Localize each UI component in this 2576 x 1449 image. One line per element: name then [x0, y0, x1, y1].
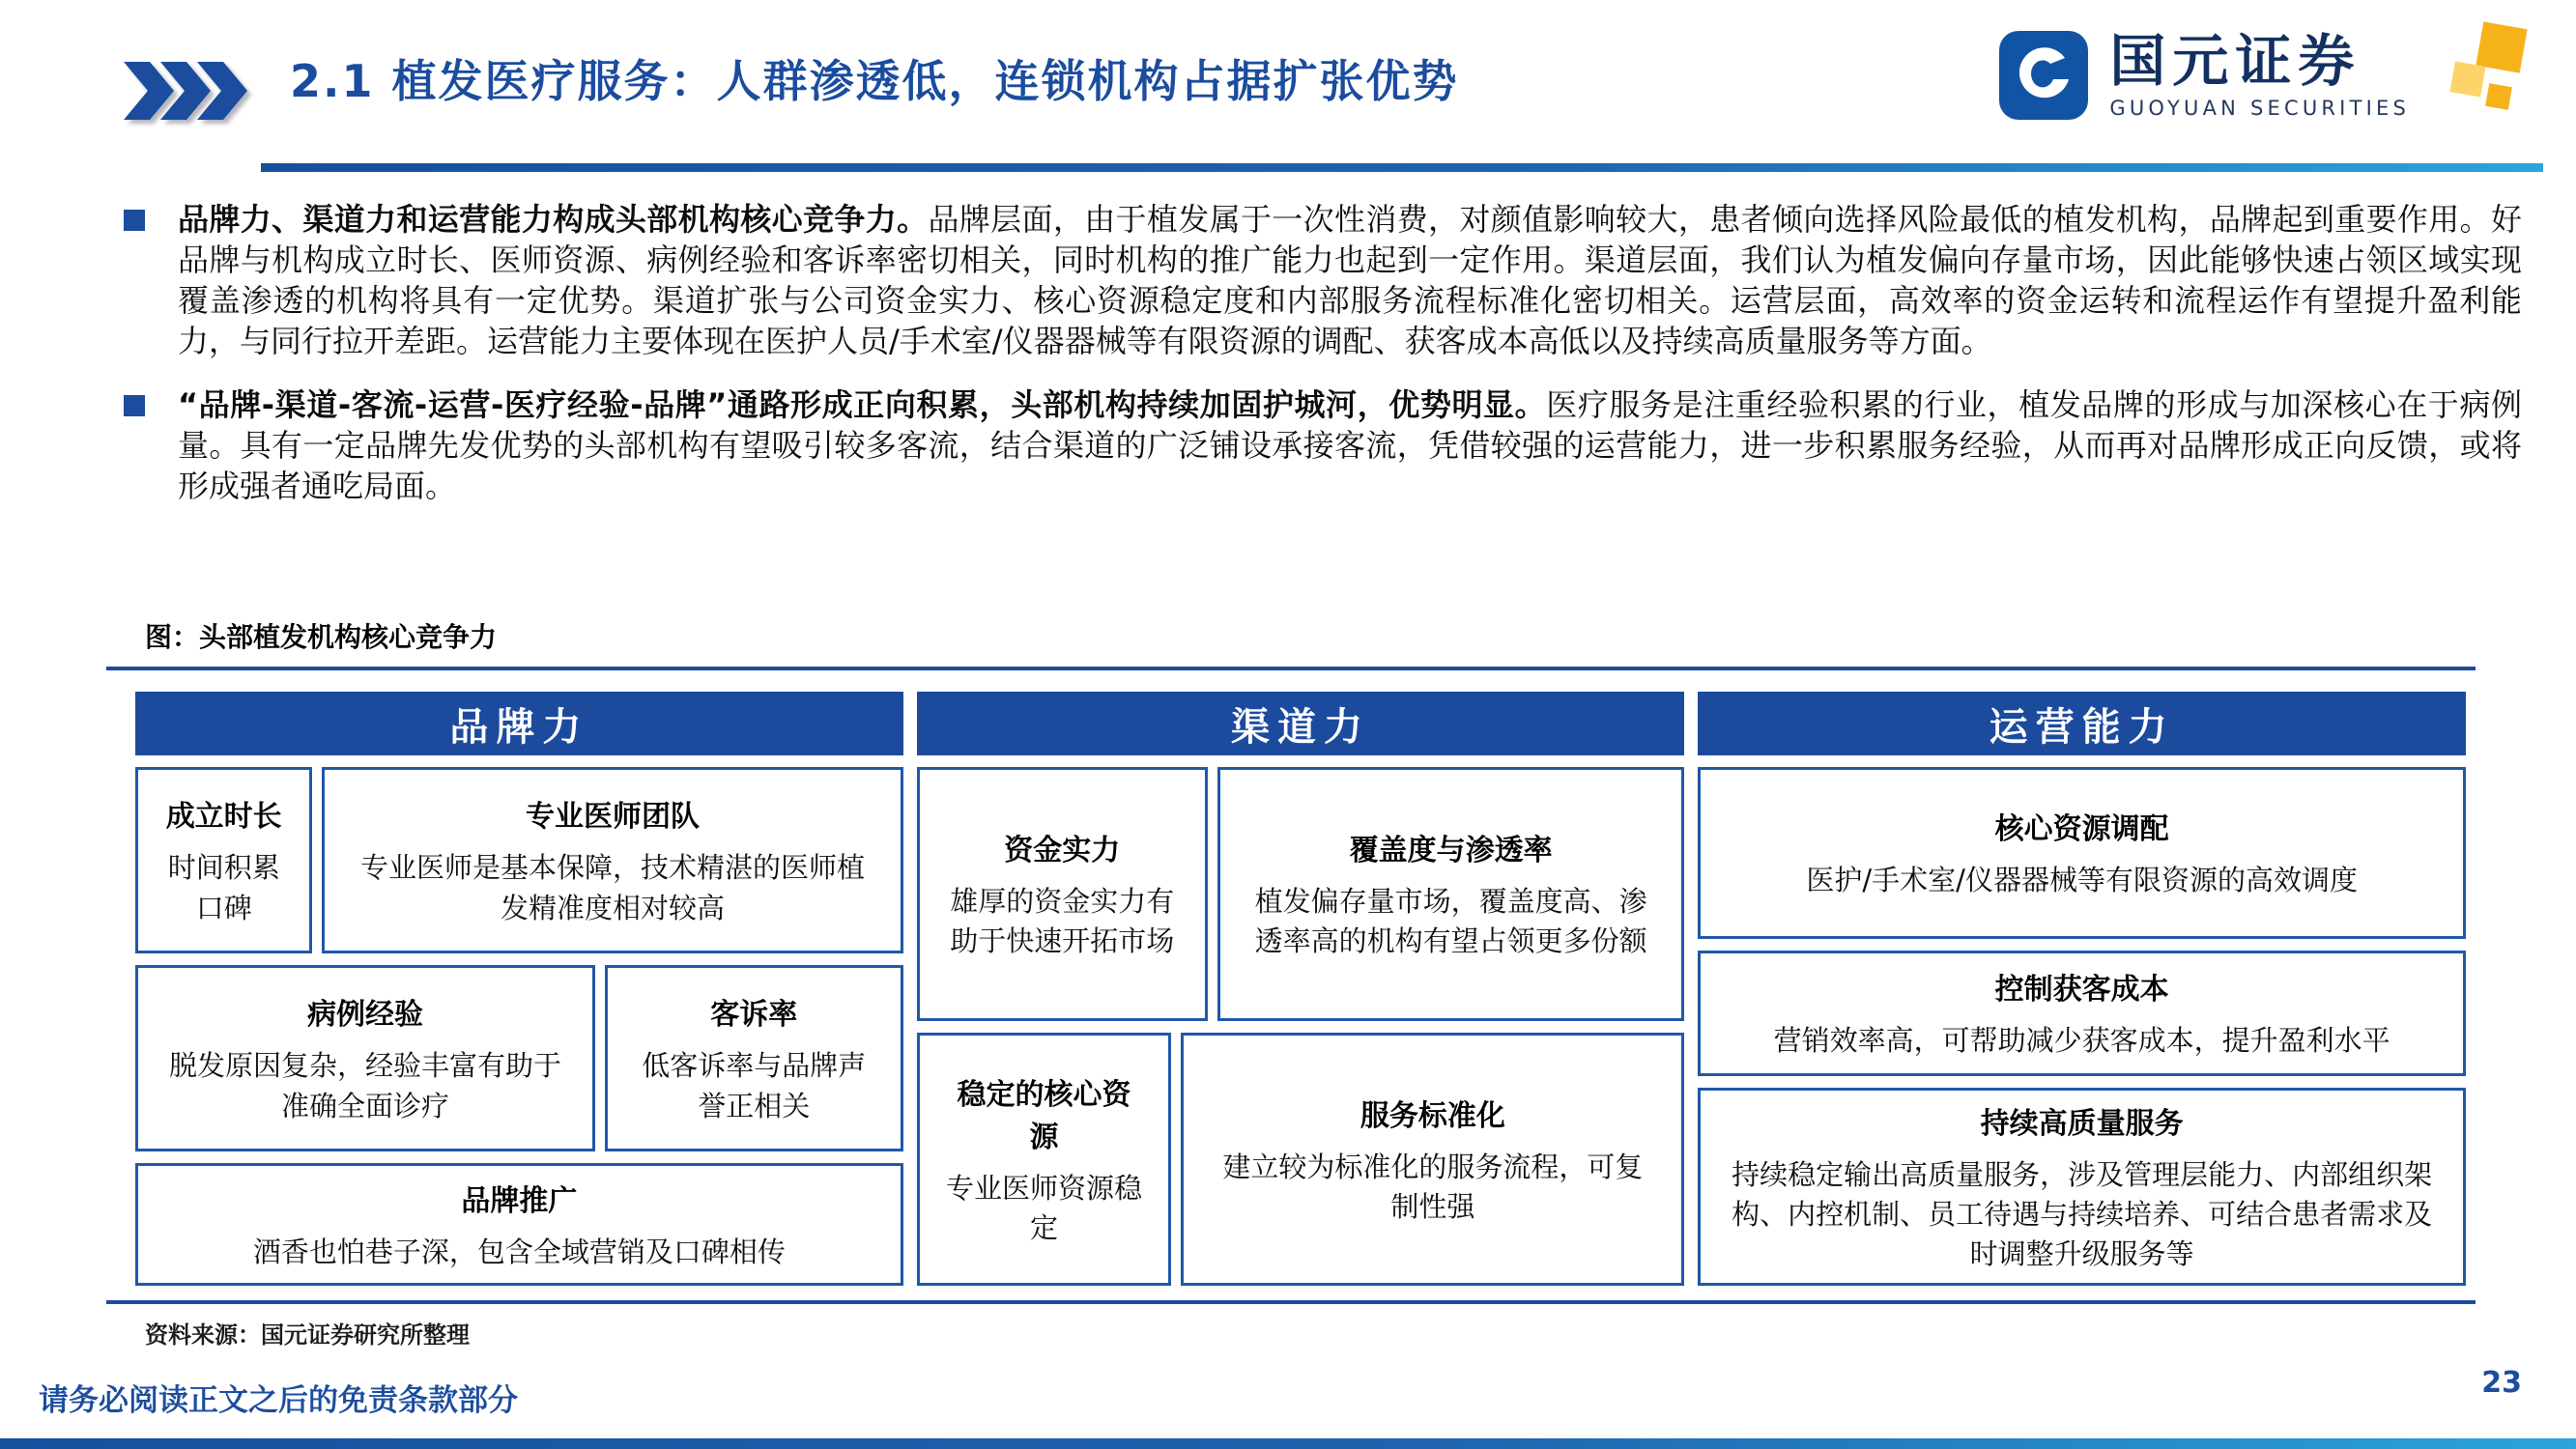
box-title: 专业医师团队: [526, 800, 701, 835]
box-desc: 持续稳定输出高质量服务，涉及管理层能力、内部组织架构、内控机制、员工待遇与持续培养、可结合患者需求及时调整升级服务等: [1732, 1157, 2433, 1271]
box-desc: 建立较为标准化的服务流程，可复制性强: [1222, 1150, 1644, 1223]
diagram-box: [135, 1163, 903, 1286]
box-desc: 低客诉率与品牌声誉正相关: [642, 1049, 867, 1122]
bullet-item: [124, 199, 2522, 361]
box-title: 品牌推广: [461, 1183, 578, 1218]
box-row: [917, 1033, 1685, 1287]
body-text-block: [124, 199, 2522, 529]
column-operation-capability: [1698, 692, 2466, 1286]
orange-diamond-cluster-icon: [2423, 25, 2530, 126]
bullet-square-icon: [124, 395, 145, 416]
box-row: [917, 767, 1685, 1021]
guoyuan-swoosh-icon: [1997, 29, 2090, 122]
bullet-paragraph: [178, 199, 2522, 361]
box-desc: 专业医师是基本保障，技术精湛的医师植发精准度相对较高: [360, 851, 866, 924]
box-title: 核心资源调配: [1994, 812, 2169, 847]
diagram-box: [135, 965, 595, 1151]
box-desc: 时间积累口碑: [167, 851, 280, 924]
bullet-body: 医疗服务是注重经验积累的行业，植发品牌的形成与加深核心在于病例量。具有一定品牌先发优势的头部机构有望吸引较多客流，结合渠道的广泛铺设承接客流，凭借较强的运营能力，进一步积累服务经验，从而再对品牌形成正向反馈，或将形成强者通吃局面。: [178, 386, 2522, 504]
core-competitiveness-diagram: [135, 692, 2466, 1286]
figure-bottom-rule: [106, 1300, 2476, 1304]
chevron-right-icon: [124, 62, 174, 120]
box-title: 病例经验: [306, 998, 423, 1033]
diagram-box: [1181, 1033, 1684, 1287]
box-desc: 酒香也怕巷子深，包含全域营销及口碑相传: [252, 1235, 786, 1268]
box-desc: 专业医师资源稳定: [946, 1171, 1143, 1244]
logo-name-en: GUOYUAN SECURITIES: [2109, 96, 2410, 120]
title-divider: [261, 163, 2543, 172]
box-title: 持续高质量服务: [1980, 1106, 2184, 1141]
figure-caption: 图：头部植发机构核心竞争力: [145, 621, 498, 653]
box-desc: 医护/手术室/仪器器械等有限资源的高效调度: [1806, 864, 2358, 897]
diagram-box: [605, 965, 903, 1151]
column-channel-power: [917, 692, 1685, 1286]
box-desc: 植发偏存量市场，覆盖度高、渗透率高的机构有望占领更多份额: [1254, 885, 1647, 958]
bullet-paragraph: [178, 384, 2522, 506]
box-title: 成立时长: [165, 800, 282, 835]
column-header: 品牌力: [135, 692, 903, 755]
diagram-box: [1698, 951, 2466, 1076]
logo-text: [2109, 27, 2410, 120]
bullet-square-icon: [124, 210, 145, 231]
bullet-body: 品牌层面，由于植发属于一次性消费，对颜值影响较大，患者倾向选择风险最低的植发机构，品牌起到重要作用。好品牌与机构成立时长、医师资源、病例经验和客诉率密切相关，同时机构的推广能力也起到一定作用。渠道层面，我们认为植发偏向存量市场，因此能够快速占领区域实现覆盖渗透的机构将具有一定优势。渠道扩张与公司资金实力、核心资源稳定度和内部服务流程标准化密切相关。运营层面，高效率的资金运转和流程运作有望提升盈利能力，与同行拉开差距。运营能力主要体现在医护人员/手术室/仪器器械等有限资源的调配、获客成本高低以及持续高质量服务等方面。: [178, 201, 2522, 359]
box-title: 控制获客成本: [1994, 973, 2169, 1008]
bullet-lead: 品牌力、渠道力和运营能力构成头部机构核心竞争力。: [178, 201, 929, 238]
box-row: [135, 767, 903, 953]
footer-bar: [0, 1438, 2576, 1449]
diagram-box: [1698, 767, 2466, 939]
diagram-box: [322, 767, 902, 953]
box-desc: 营销效率高，可帮助减少获客成本，提升盈利水平: [1773, 1024, 2390, 1058]
diagram-box: [917, 1033, 1172, 1287]
box-title: 资金实力: [1004, 834, 1121, 868]
page-title: 2.1 植发医疗服务：人群渗透低，连锁机构占据扩张优势: [290, 55, 1459, 107]
box-title: 覆盖度与渗透率: [1349, 834, 1553, 868]
orange-square-icon: [2449, 61, 2485, 97]
box-desc: 雄厚的资金实力有助于快速开拓市场: [950, 885, 1175, 958]
bullet-lead: “品牌-渠道-客流-运营-医疗经验-品牌”通路形成正向积累，头部机构持续加固护城河，优势明显。: [178, 386, 1547, 423]
figure-top-rule: [106, 667, 2476, 670]
logo-name-cn: 国元证券: [2109, 27, 2361, 94]
diagram-box: [135, 767, 312, 953]
disclaimer-text: 请务必阅读正文之后的免责条款部分: [39, 1383, 518, 1418]
box-title: 客诉率: [710, 998, 798, 1033]
company-logo: [1997, 25, 2530, 126]
column-header: 渠道力: [917, 692, 1685, 755]
bullet-item: [124, 384, 2522, 506]
diagram-box: [1217, 767, 1685, 1021]
box-desc: 脱发原因复杂，经验丰富有助于准确全面诊疗: [168, 1049, 561, 1122]
orange-square-icon: [2485, 83, 2512, 110]
triple-chevron-right-icon: [124, 62, 234, 120]
diagram-box: [1698, 1088, 2466, 1286]
box-title: 稳定的核心资源: [957, 1077, 1131, 1154]
box-title: 服务标准化: [1360, 1098, 1505, 1133]
page-number: 23: [2481, 1366, 2522, 1400]
column-header: 运营能力: [1698, 692, 2466, 755]
box-row: [135, 965, 903, 1151]
source-note: 资料来源：国元证券研究所整理: [145, 1321, 470, 1349]
column-brand-power: [135, 692, 903, 1286]
diagram-box: [917, 767, 1208, 1021]
